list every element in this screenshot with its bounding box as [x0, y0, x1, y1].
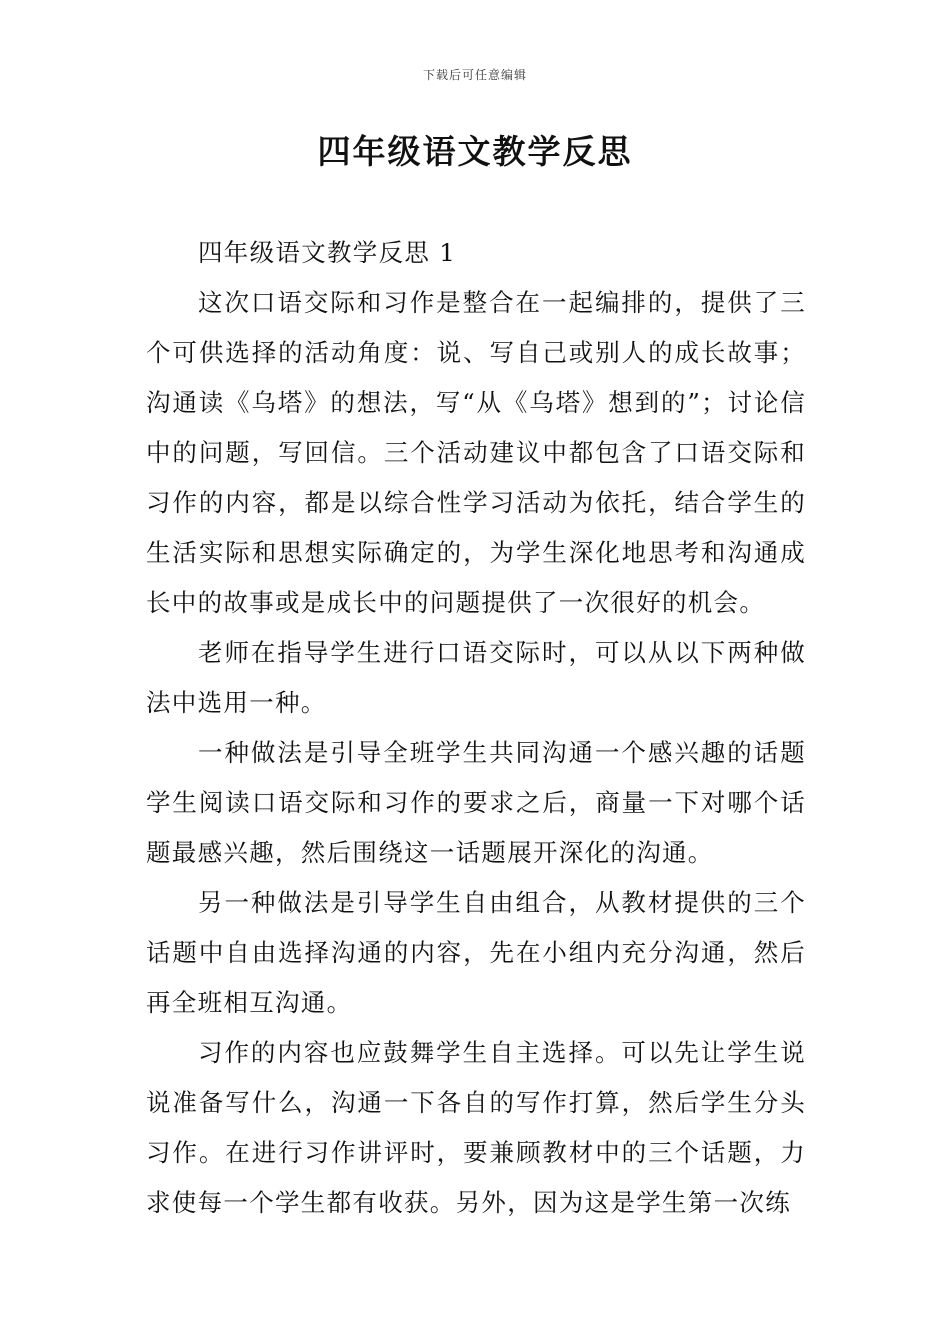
section-heading: 四年级语文教学反思 1 [198, 238, 457, 267]
header-note: 下载后可任意编辑 [422, 68, 527, 82]
document-body [146, 228, 806, 1228]
paragraph-3: 一种做法是引导全班学生共同沟通一个感兴趣的话题学生阅读口语交际和习作的要求之后，商量一下对哪个话题最感兴趣，然后围绕这一话题展开深化的沟通。 [146, 738, 806, 867]
document-title: 四年级语文教学反思 [317, 132, 633, 171]
paragraph-5: 习作的内容也应鼓舞学生自主选择。可以先让学生说说准备写什么，沟通一下各自的写作打算，然后学生分头习作。在进行习作讲评时，要兼顾教材中的三个话题，力求使每一个学生都有收获。另外，因为这是学生第一次练 [146, 1038, 806, 1217]
paragraph-4: 另一种做法是引导学生自由组合，从教材提供的三个话题中自由选择沟通的内容，先在小组内充分沟通，然后再全班相互沟通。 [146, 888, 806, 1017]
paragraph-1: 这次口语交际和习作是整合在一起编排的，提供了三个可供选择的活动角度：说、写自己或别人的成长故事；沟通读《乌塔》的想法，写“从《乌塔》想到的”；讨论信中的问题，写回信。三个活动建议中都包含了口语交际和习作的内容，都是以综合性学习活动为依托，结合学生的生活实际和思想实际确定的，为学生深化地思考和沟通成长中的故事或是成长中的问题提供了一次很好的机会。 [146, 288, 806, 617]
paragraph-2: 老师在指导学生进行口语交际时，可以从以下两种做法中选用一种。 [146, 638, 806, 717]
